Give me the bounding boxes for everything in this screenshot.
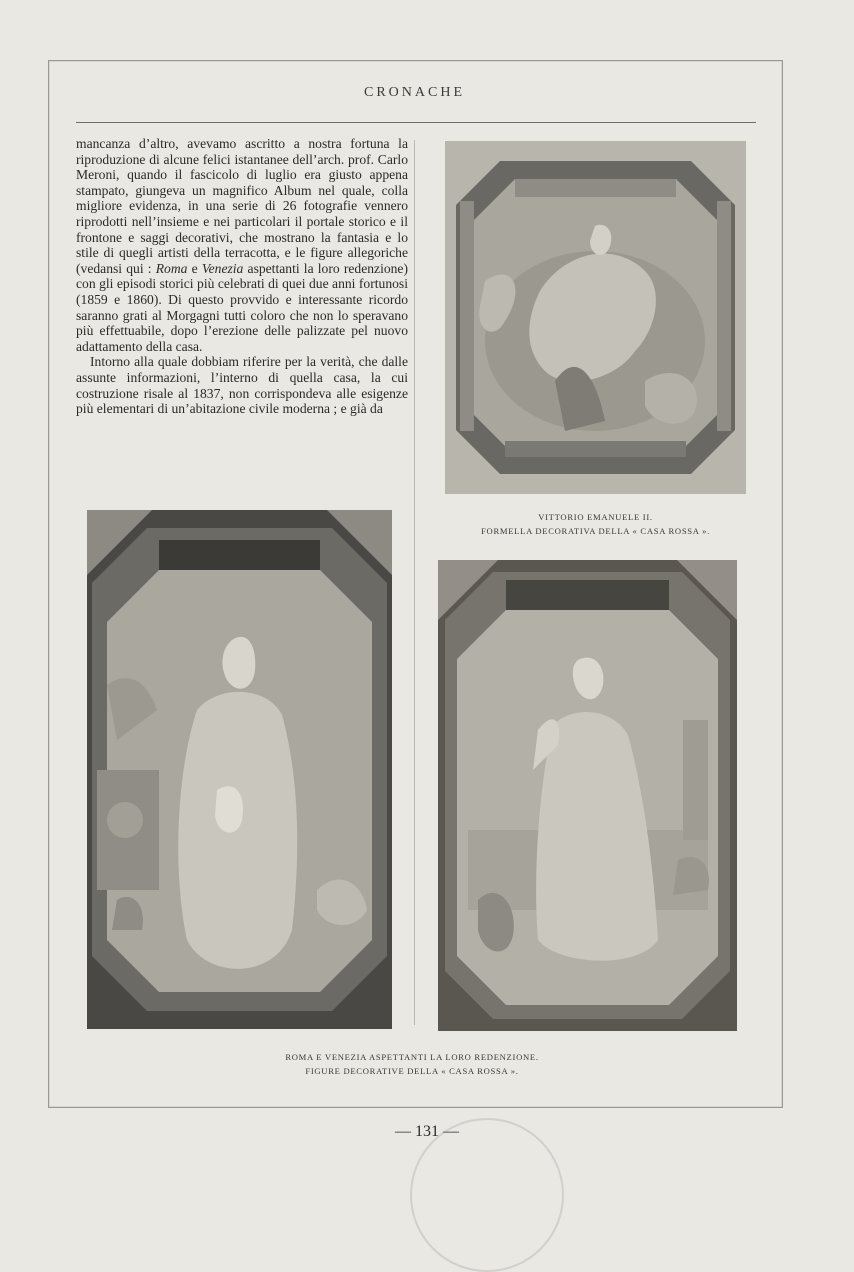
text-run-italic: Roma (155, 260, 188, 276)
paragraph-1 (76, 136, 408, 354)
plate-vittorio-emanuele (445, 141, 746, 494)
caption-vittorio (445, 510, 746, 538)
running-head: CRONACHE (363, 85, 465, 100)
library-stamp (410, 1118, 564, 1272)
relief-vittorio-image (445, 141, 746, 494)
caption-roma-venezia (87, 1050, 737, 1078)
plate-venezia (438, 560, 737, 1031)
text-run-italic: Venezia (201, 260, 244, 276)
caption-line: VITTORIO EMANUELE II. (538, 512, 653, 522)
text-run: aspettanti la loro redenzione) con gli episodi storici più celebrati di quei due anni fortunosi (1859 e 1860). Di questo provvido e interessante ricordo saranno grati al Morgagni tutti coloro che non lo speravano più effettuabile, dopo l’erezione delle palizzate pel nuovo adattamento della casa. (76, 260, 408, 354)
text-run: mancanza d’altro, avevamo ascritto a nostra fortuna la riproduzione di alcune felici istantanee dell’arch. prof. Carlo Meroni, quando il fascicolo di luglio era giusto appena stampato, giungeva un magnifico Album nel quale, colla migliore evidenza, in una serie di 26 fotografie vennero riprodotti nell’insieme e nei particolari il portale storico e il frontone e saggi decorativi, che mostrano la fantasia e lo stile di quegli artisti della terracotta, e le figure allegoriche (vedansi qui : (76, 136, 408, 276)
paragraph-2 (76, 354, 408, 416)
caption-line: ROMA E VENEZIA ASPETTANTI LA LORO REDENZIONE. (285, 1052, 539, 1062)
column-rule (414, 140, 415, 1025)
text-run: Intorno alla quale dobbiam riferire per la verità, che dalle assunte informazioni, l’interno di quella casa, la cui costruzione risale al 1837, non corrispondeva alle esigenze più elementari di un’abitazione civile moderna ; e già da (76, 354, 408, 417)
relief-venezia-image (438, 560, 737, 1031)
page-number: — 131 — (395, 1123, 459, 1140)
head-rule (76, 122, 756, 123)
relief-roma-image (87, 510, 392, 1029)
text-run: e (187, 260, 202, 276)
article-text (76, 136, 408, 417)
plate-roma (87, 510, 392, 1029)
caption-line: FORMELLA DECORATIVA DELLA « CASA ROSSA ». (481, 526, 710, 536)
caption-line: FIGURE DECORATIVE DELLA « CASA ROSSA ». (305, 1066, 519, 1076)
